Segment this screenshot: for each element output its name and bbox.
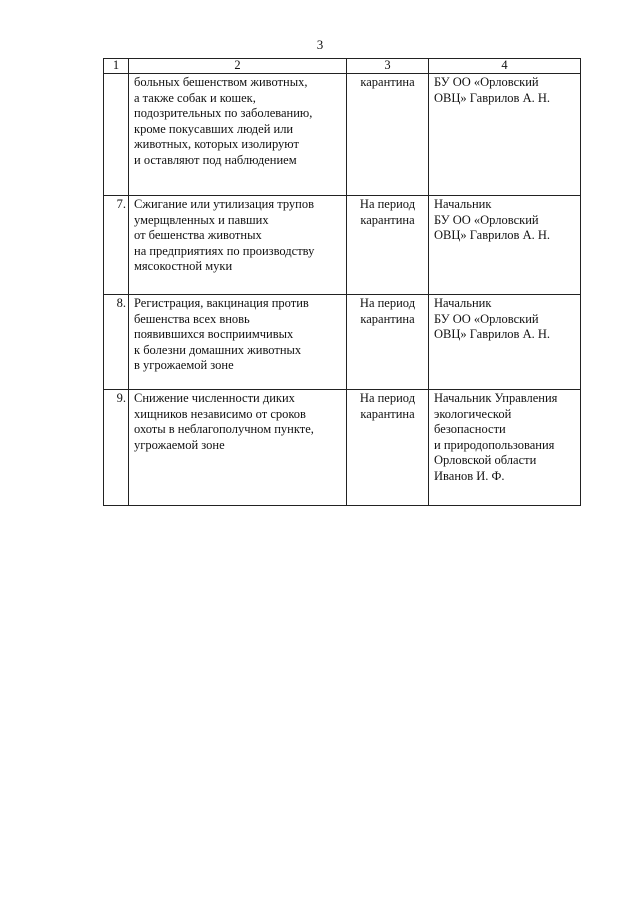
column-header-1: 1 [104, 59, 129, 74]
responsible-cell [429, 74, 581, 196]
measure-cell [129, 74, 347, 196]
measure-line: бешенства всех вновь [134, 311, 250, 326]
period-line: карантина [360, 406, 415, 421]
table-row [104, 295, 581, 390]
measure-line: а также собак и кошек, [134, 90, 256, 105]
measure-line: и оставляют под наблюдением [134, 152, 297, 167]
responsible-line: Начальник Управления [434, 391, 558, 405]
responsible-line: экологической [434, 406, 512, 421]
measure-cell [129, 196, 347, 295]
row-number-cell [104, 74, 129, 196]
measure-line: умерщвленных и павших [134, 212, 269, 227]
period-cell [347, 74, 429, 196]
measure-cell [129, 295, 347, 390]
measure-line: кроме покусавших людей или [134, 121, 294, 136]
column-header-4: 4 [429, 59, 581, 74]
period-line: На период [359, 296, 416, 310]
measure-line: животных, которых изолируют [134, 137, 299, 151]
responsible-line: БУ ОО «Орловский [434, 75, 539, 89]
period-line: карантина [360, 75, 415, 89]
table-row [104, 196, 581, 295]
responsible-line: ОВЦ» Гаврилов А. Н. [434, 327, 551, 341]
table-row [104, 74, 581, 196]
measures-table [103, 58, 581, 506]
column-header-2: 2 [129, 59, 347, 74]
responsible-cell [429, 295, 581, 390]
measure-line: появившихся восприимчивых [134, 327, 294, 341]
period-line: карантина [360, 212, 415, 227]
measure-line: охоты в неблагополучном пункте, [134, 422, 314, 436]
responsible-line: и природопользования [434, 437, 555, 452]
responsible-line: ОВЦ» Гаврилов А. Н. [434, 228, 551, 242]
column-header-3: 3 [347, 59, 429, 74]
period-cell [347, 390, 429, 506]
measure-cell [129, 390, 347, 506]
measure-line: мясокостной муки [134, 259, 233, 273]
measure-line: подозрительных по заболеванию, [134, 106, 313, 120]
table-header-row [104, 59, 581, 74]
measure-line: угрожаемой зоне [134, 437, 225, 452]
table-row [104, 390, 581, 506]
responsible-cell [429, 196, 581, 295]
page-number: 3 [316, 37, 324, 52]
responsible-line: БУ ОО «Орловский [434, 212, 539, 227]
measure-line: на предприятиях по производству [134, 243, 315, 258]
period-cell [347, 295, 429, 390]
period-line: карантина [360, 311, 415, 326]
responsible-line: БУ ОО «Орловский [434, 311, 539, 326]
responsible-line: Иванов И. Ф. [434, 468, 505, 483]
measure-line: от бешенства животных [134, 228, 262, 242]
responsible-line: ОВЦ» Гаврилов А. Н. [434, 90, 551, 105]
row-number-cell: 7. [104, 196, 129, 295]
row-number-cell: 8. [104, 295, 129, 390]
period-line: На период [359, 391, 416, 405]
measure-line: хищников независимо от сроков [134, 406, 306, 421]
measure-line: Снижение численности диких [134, 391, 295, 405]
measure-line: Сжигание или утилизация трупов [134, 197, 314, 211]
measure-line: больных бешенством животных, [134, 75, 308, 89]
responsible-line: Начальник [434, 197, 492, 211]
responsible-cell [429, 390, 581, 506]
measure-line: в угрожаемой зоне [134, 358, 234, 372]
period-cell [347, 196, 429, 295]
row-number-cell: 9. [104, 390, 129, 506]
measure-line: к болезни домашних животных [134, 342, 302, 357]
responsible-line: Начальник [434, 296, 492, 310]
period-line: На период [359, 197, 416, 211]
responsible-line: Орловской области [434, 453, 537, 467]
responsible-line: безопасности [434, 422, 506, 436]
measure-line: Регистрация, вакцинация против [134, 296, 309, 310]
